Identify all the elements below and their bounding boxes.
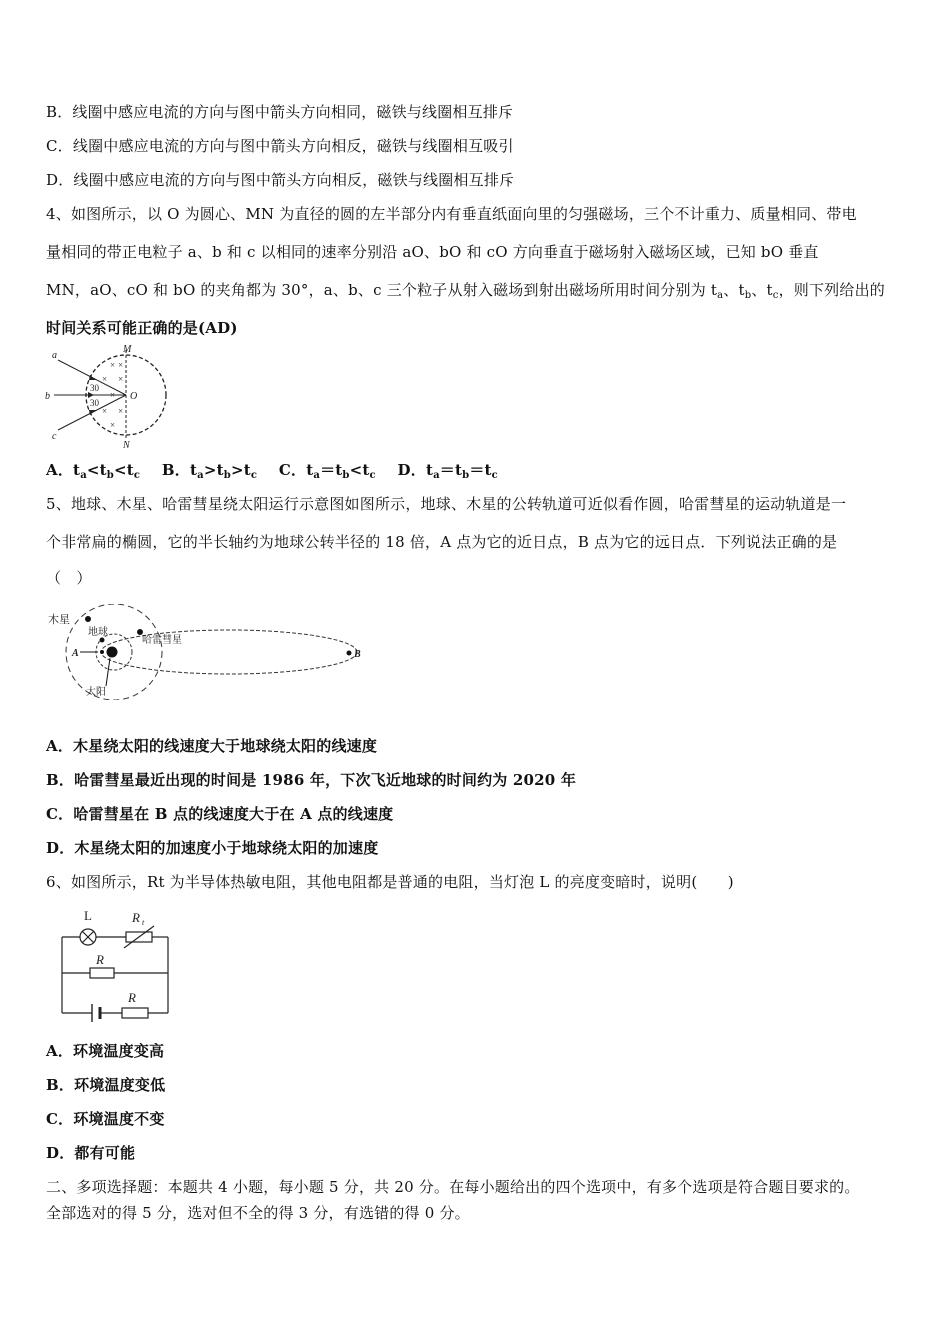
q4-option-c: C．$t_a=t_b<t_c$ (278, 461, 376, 481)
q4-t: t (454, 461, 463, 479)
q6-label-rt: R (132, 910, 140, 925)
q4-cross: × (102, 406, 108, 416)
q4-t: t (335, 461, 343, 479)
q4-cross: × (118, 374, 124, 384)
q4-sub-a: a (313, 470, 321, 481)
q6-label-r1: R (96, 952, 104, 967)
q6-option-a: A．环境温度变高 (46, 1042, 165, 1060)
q6-label-rt-sub: t (142, 918, 145, 927)
q4-arrow-a (89, 375, 96, 380)
q4-t: t (243, 461, 251, 479)
q4-sub-c: c (491, 470, 498, 481)
q5-option-d: D．木星绕太阳的加速度小于地球绕太阳的加速度 (46, 839, 379, 857)
q4-sub-b: b (744, 290, 752, 301)
q4-sub-b: b (342, 470, 350, 481)
q4-stem-line2: 量相同的带正电粒子 a、b 和 c 以相同的速率分别沿 aO、bO 和 cO 方向垂直于磁场射入磁场区域，已知 bO 垂直 (46, 243, 819, 261)
q5-pointer-sun (106, 658, 110, 686)
q4-t: t (766, 281, 773, 299)
q4-magnetic-field-figure (44, 344, 174, 450)
q4-option-a-label: A． (46, 461, 74, 479)
section2-instructions-line2: 全部选对的得 5 分，选对但不全的得 3 分，有选错的得 0 分。 (46, 1204, 470, 1222)
q4-angle-bottom: 30 (90, 398, 99, 408)
q4-label-m: M (123, 344, 132, 355)
q4-sub-b: b (223, 470, 231, 481)
q4-option-d: D．$t_a=t_b=t_c$ (397, 461, 498, 481)
q4-label-n: N (123, 440, 130, 450)
q4-options (46, 460, 906, 480)
q4-cross: × (118, 406, 124, 416)
q5-option-c: C．哈雷彗星在 B 点的线速度大于在 A 点的线速度 (46, 805, 394, 823)
q5-label-sun: 太阳 (86, 687, 106, 698)
q4-option-c-label: C． (278, 461, 307, 479)
q4-label-o: O (130, 391, 138, 402)
q4-stem-line3-end: ，则下列给出的 (778, 281, 885, 299)
q4-angle-top: 30 (90, 383, 99, 393)
q4-stem-line3-text: MN，aO、cO 和 bO 的夹角都为 30°，a、b、c 三个粒子从射入磁场到射出磁场所用时间分别为 t (46, 281, 718, 299)
q4-t: t (190, 461, 198, 479)
q4-option-b-label: B． (161, 461, 191, 479)
q4-sub-b: b (462, 470, 470, 481)
q4-label-b: b (45, 391, 50, 402)
section2-instructions-line1: 二、多项选择题：本题共 4 小题，每小题 5 分，共 20 分。在每小题给出的四个选项中，有多个选项是符合题目要求的。 (46, 1178, 860, 1196)
q5-earth (100, 638, 105, 643)
q5-label-jupiter: 木星 (48, 614, 70, 626)
q5-label-earth: 地球 (88, 627, 108, 638)
q4-sub-a: a (717, 290, 724, 301)
q4-stem-line3: MN，aO、cO 和 bO 的夹角都为 30°，a、b、c 三个粒子从射入磁场到射出磁场所用时间分别为 $t_a$、$t_b$、$t_c$，则下列给出的 (46, 281, 885, 301)
q4-sub-c: c (250, 470, 258, 481)
q6-option-b: B．环境温度变低 (46, 1076, 166, 1094)
q5-jupiter (85, 616, 91, 622)
q6-circuit-figure (54, 906, 176, 1024)
q4-cross: × (110, 360, 116, 370)
q5-option-a: A．木星绕太阳的线速度大于地球绕太阳的线速度 (46, 737, 378, 755)
q4-option-a: A．$t_a<t_b<t_c$ (46, 461, 141, 481)
q6-label-r2: R (128, 990, 136, 1005)
q6-resistor-1 (90, 968, 114, 978)
q4-cross: × (102, 374, 108, 384)
q6-option-c: C．环境温度不变 (46, 1110, 165, 1128)
q4-sub-a: a (80, 470, 87, 481)
q4-cross: × (118, 360, 124, 370)
q6-resistor-2 (122, 1008, 148, 1018)
q4-sub-c: c (369, 470, 376, 481)
q5-label-b: B (354, 649, 361, 660)
q6-thermistor-arrow (124, 926, 154, 948)
q4-sub-c: c (133, 470, 141, 481)
q5-point-a (100, 650, 104, 654)
q4-t: t (126, 461, 134, 479)
q5-label-a: A (72, 648, 79, 659)
q4-cross: × (110, 390, 116, 400)
q5-sun (107, 647, 118, 658)
q4-label-a: a (52, 350, 57, 361)
q4-sub-b: b (106, 470, 114, 481)
q4-t: t (362, 461, 370, 479)
q4-stem-line1: 4、如图所示，以 O 为圆心、MN 为直径的圆的左半部分内有垂直纸面向里的匀强磁场，三个不计重力、质量相同、带电 (46, 205, 857, 223)
q4-t: t (99, 461, 107, 479)
q5-stem-line1: 5、地球、木星、哈雷彗星绕太阳运行示意图如图所示，地球、木星的公转轨道可近似看作圆，哈雷彗星的运动轨道是一 (46, 495, 847, 513)
q4-label-c: c (52, 431, 57, 442)
q6-label-l: L (84, 908, 92, 923)
q4-t: t (425, 461, 434, 479)
q5-option-b: B．哈雷彗星最近出现的时间是 1986 年，下次飞近地球的时间约为 2020 年 (46, 771, 577, 789)
q4-option-d-label: D． (397, 461, 426, 479)
q4-option-b: B．$t_a>t_b>t_c$ (161, 461, 258, 481)
q4-cross: × (110, 420, 116, 430)
q5-stem-line2: 个非常扁的椭圆，它的半长轴约为地球公转半径的 18 倍，A 点为它的近日点，B 点为它的远日点．下列说法正确的是 (46, 533, 838, 551)
q6-stem: 6、如图所示，Rt 为半导体热敏电阻，其他电阻都是普通的电阻，当灯泡 L 的亮度变暗时，说明( ) (46, 873, 734, 891)
q5-label-comet: 哈雷彗星 (142, 635, 182, 646)
q6-option-d: D．都有可能 (46, 1144, 136, 1162)
q3-option-c: C．线圈中感应电流的方向与图中箭头方向相反，磁铁与线圈相互吸引 (46, 137, 514, 155)
q4-stem-line4: 时间关系可能正确的是(AD) (46, 319, 238, 337)
q3-option-b: B．线圈中感应电流的方向与图中箭头方向相同，磁铁与线圈相互排斥 (46, 103, 514, 121)
q3-option-d: D．线圈中感应电流的方向与图中箭头方向相反，磁铁与线圈相互排斥 (46, 171, 515, 189)
q5-point-b (347, 651, 352, 656)
q5-stem-line3: （ ） (46, 569, 92, 587)
q5-orbit-figure (44, 604, 374, 700)
q4-t: t (73, 461, 81, 479)
q4-t: t (306, 461, 314, 479)
q4-arrow-c (89, 410, 96, 415)
q5-comet-orbit (101, 630, 357, 674)
q4-sub-c: c (772, 290, 779, 301)
q4-t: t (216, 461, 224, 479)
q4-sub-a: a (197, 470, 204, 481)
q4-sub-a: a (433, 470, 440, 481)
q4-t: t (738, 281, 745, 299)
q4-t: t (484, 461, 492, 479)
